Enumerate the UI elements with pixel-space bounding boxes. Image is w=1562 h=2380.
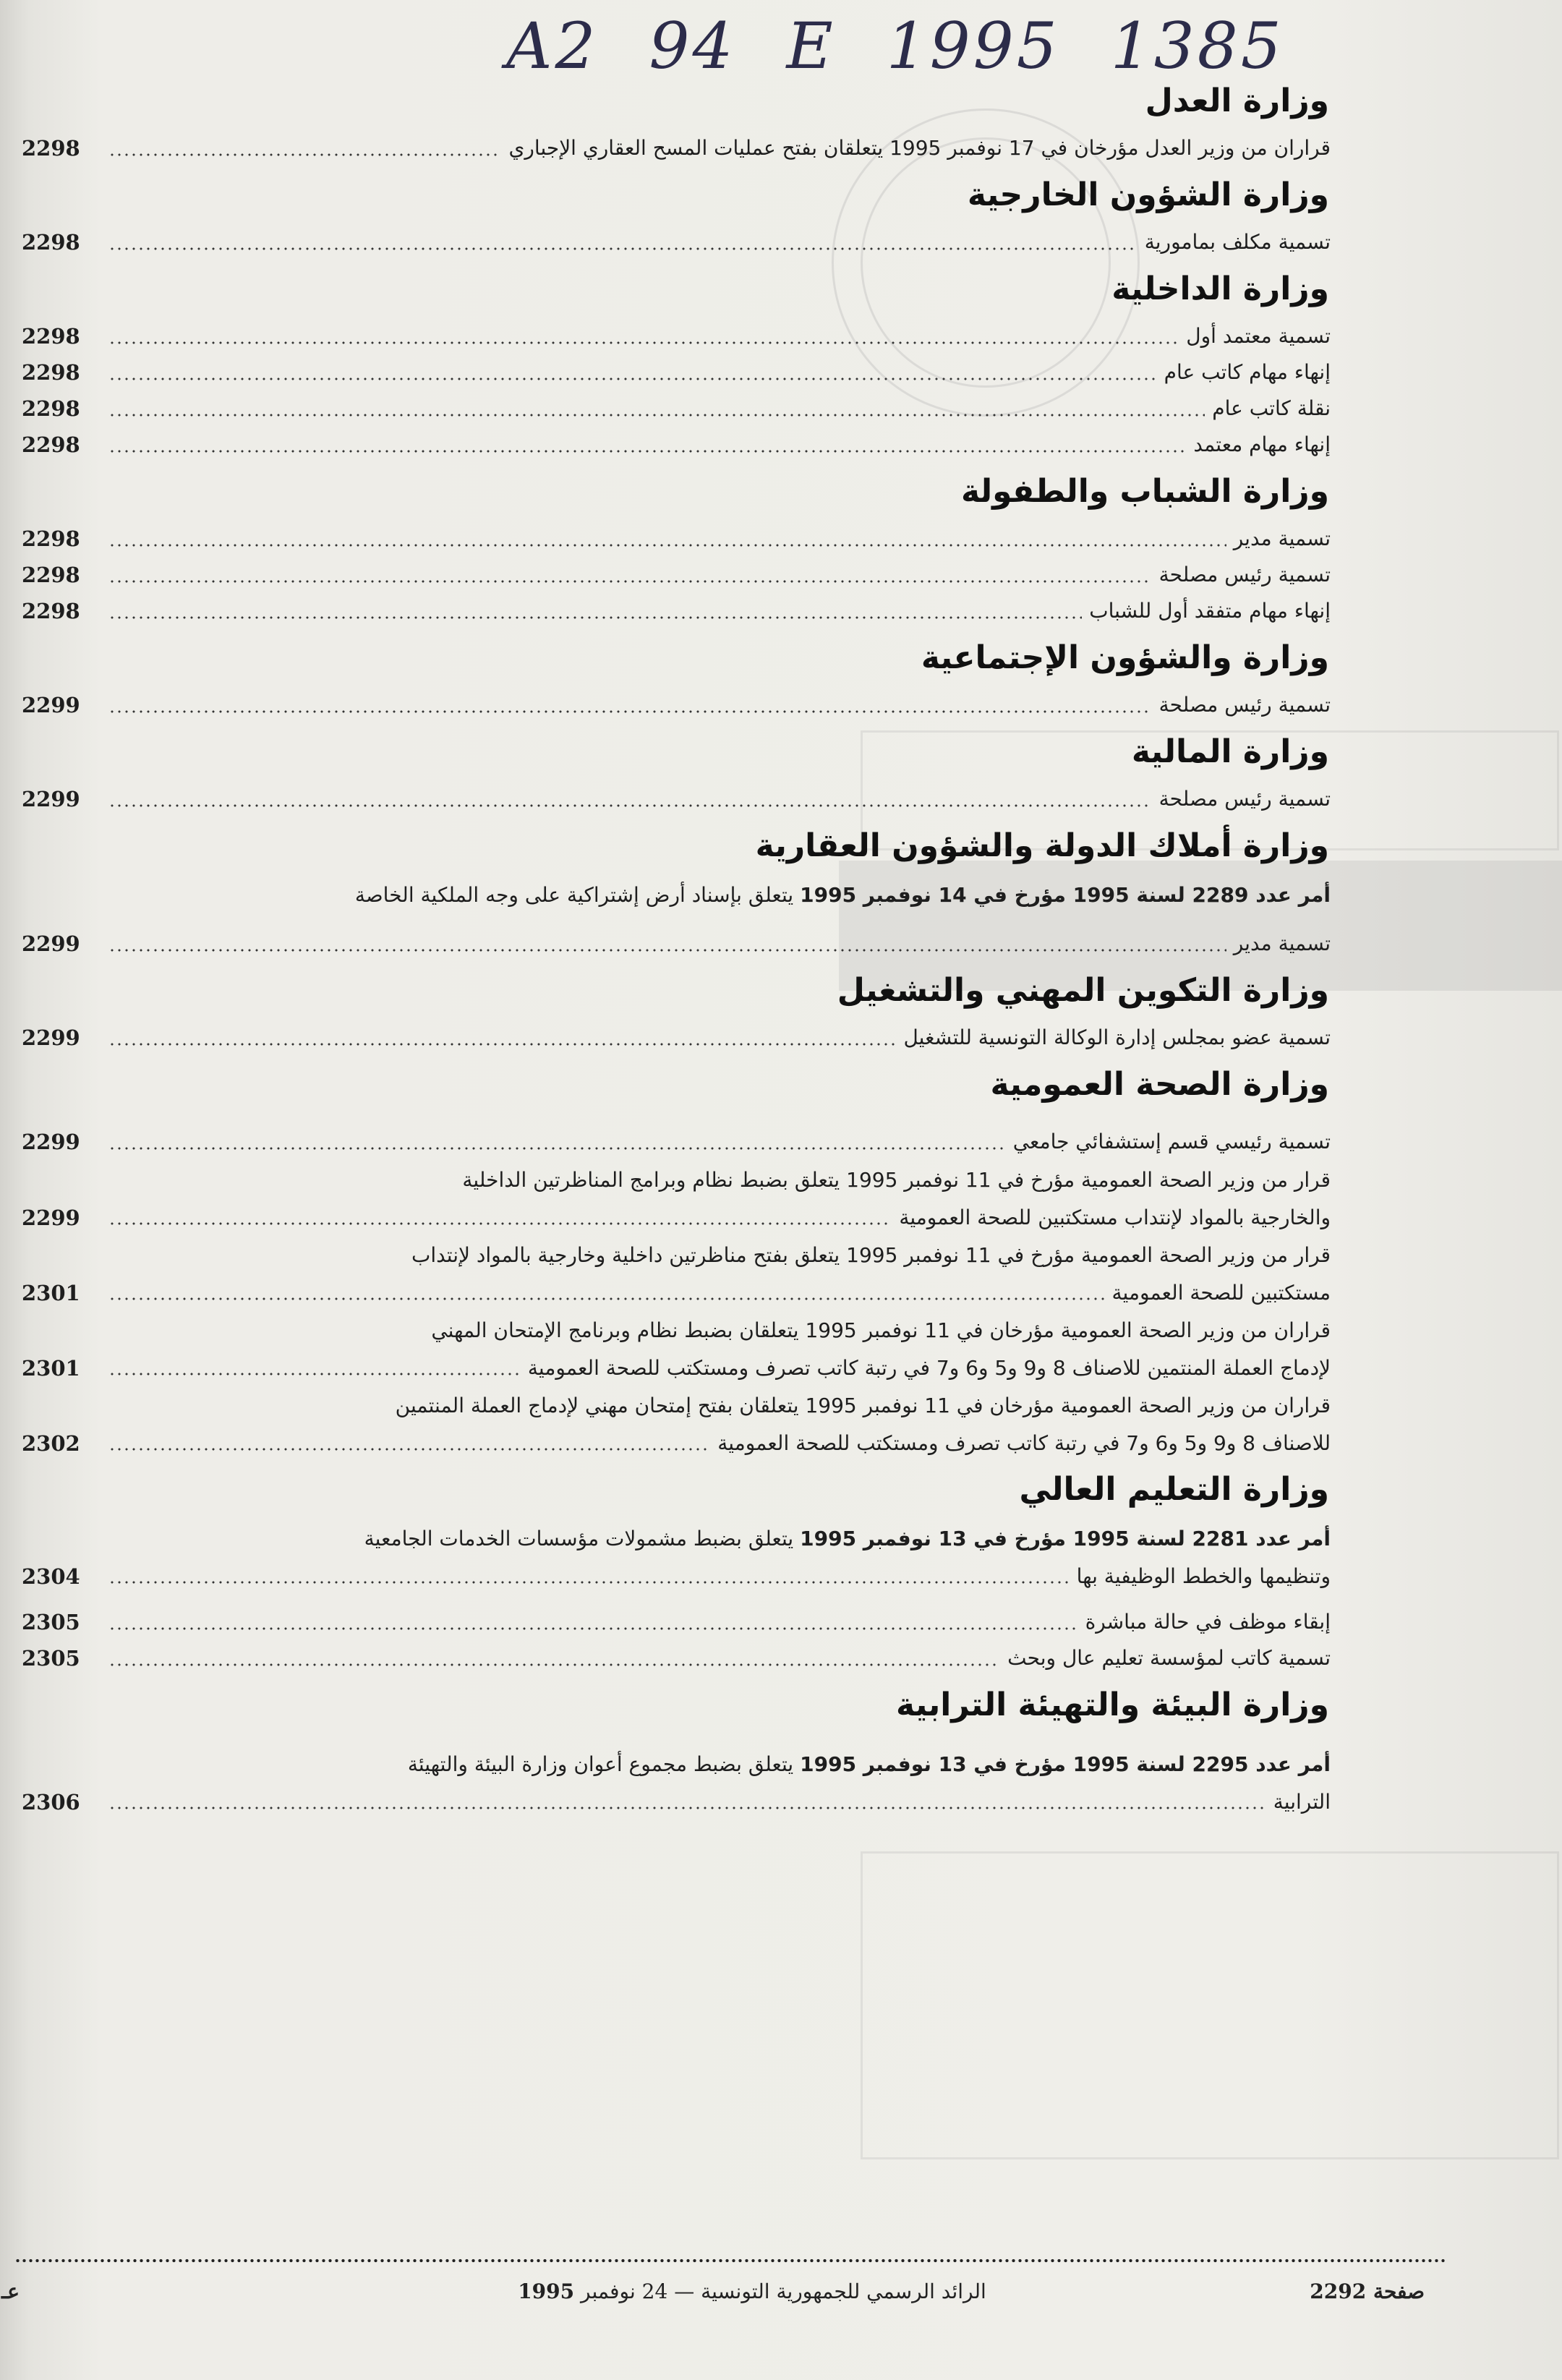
toc-entry[interactable] <box>22 391 1331 427</box>
entry-title: تسمية رئيس مصلحة <box>1158 787 1331 811</box>
toc-entry[interactable] <box>22 354 1331 391</box>
toc-entry[interactable] <box>22 593 1331 629</box>
page-number: 2299 <box>22 693 80 717</box>
page-number: 2301 <box>22 1281 80 1305</box>
section-heading: وزارة والشؤون الإجتماعية <box>921 639 1329 676</box>
entry-title: للاصناف 8 و9 و5 و6 و7 في رتبة كاتب تصرف ومستكتب للصحة العمومية <box>717 1431 1331 1455</box>
toc-entry[interactable] <box>22 427 1331 463</box>
entry-title: إنهاء مهام معتمد <box>1193 432 1331 456</box>
decree-subject: يتعلق بإسناد أرض إشتراكية على وجه الملكية الخاصة <box>354 883 801 907</box>
toc-entry[interactable] <box>22 1020 1331 1056</box>
toc-entry[interactable] <box>22 557 1331 593</box>
dot-leader <box>108 1147 1006 1150</box>
toc-entry[interactable] <box>22 1276 1331 1310</box>
page-number: 2305 <box>22 1646 80 1671</box>
toc-entry[interactable] <box>22 1124 1331 1160</box>
decree-entry[interactable] <box>22 1519 1331 1559</box>
entry-title: تسمية كاتب لمؤسسة تعليم عال وبحث <box>1007 1646 1331 1670</box>
page-number: 2298 <box>22 526 80 551</box>
handwritten-mark: A2 <box>506 9 599 83</box>
page-number: 2298 <box>22 599 80 623</box>
dot-leader <box>108 1627 1078 1630</box>
section-heading: وزارة البيئة والتهيئة الترابية <box>896 1686 1329 1723</box>
page-label: صفحة 2292 <box>1310 2279 1425 2303</box>
entry-title: تسمية مدير <box>1233 526 1331 550</box>
toc-entry[interactable] <box>22 521 1331 557</box>
toc-entry[interactable] <box>22 781 1331 817</box>
decree-entry[interactable] <box>22 1744 1331 1785</box>
toc-entry[interactable] <box>22 1640 1331 1676</box>
page-number: 2298 <box>22 324 80 349</box>
dot-leader <box>108 616 1082 619</box>
dot-leader <box>108 580 1152 583</box>
page-number: 2299 <box>22 1025 80 1050</box>
page-number: 2299 <box>22 931 80 956</box>
page-number: 2298 <box>22 360 80 385</box>
dot-leader <box>108 1373 521 1375</box>
entry-title: تسمية رئيسي قسم إستشفائي جامعي <box>1012 1130 1331 1153</box>
page-number: 2298 <box>22 563 80 587</box>
page-number: 2301 <box>22 1356 80 1381</box>
entry-title: مستكتبين للصحة العمومية <box>1111 1281 1331 1305</box>
section-heading: وزارة التكوين المهني والتشغيل <box>837 972 1329 1009</box>
entry-title: إنهاء مهام متفقد أول للشباب <box>1089 599 1331 623</box>
decree-entry[interactable] <box>22 875 1331 916</box>
toc-entry[interactable] <box>22 1426 1331 1461</box>
decree-ref: أمر عدد 2295 لسنة 1995 مؤرخ في 13 نوفمبر 1995 <box>800 1752 1331 1776</box>
entry-title: والخارجية بالمواد لإنتداب مستكتبين للصحة العمومية <box>899 1206 1331 1229</box>
dot-leader <box>108 378 1157 380</box>
table-of-contents <box>22 72 1331 1820</box>
gazette-year: 1995 <box>518 2279 575 2303</box>
toc-entry[interactable] <box>22 687 1331 723</box>
toc-entry[interactable] <box>22 926 1331 962</box>
section-heading: وزارة المالية <box>1131 733 1329 770</box>
decree-subject: يتعلق بضبط مشمولات مؤسسات الخدمات الجامعية <box>364 1527 801 1551</box>
toc-entry[interactable] <box>22 1200 1331 1235</box>
entry-title: الترابية <box>1273 1790 1331 1814</box>
dot-leader <box>108 544 1226 547</box>
page-number: 2299 <box>22 1206 80 1230</box>
entry-title: تسمية مكلف بمامورية <box>1144 230 1331 254</box>
handwritten-mark: 1995 <box>886 9 1060 83</box>
page-number: 2304 <box>22 1564 80 1589</box>
toc-entry[interactable] <box>22 1604 1331 1640</box>
section-heading: وزارة التعليم العالي <box>1019 1471 1329 1508</box>
section-heading: وزارة الداخلية <box>1111 270 1329 307</box>
entry-title: إنهاء مهام كاتب عام <box>1164 360 1331 384</box>
toc-entry[interactable] <box>22 1351 1331 1386</box>
toc-entry[interactable] <box>22 224 1331 260</box>
handwritten-mark: E <box>786 9 836 83</box>
section-heading: وزارة أملاك الدولة والشؤون العقارية <box>755 827 1329 864</box>
entry-line[interactable]: قرار من وزير الصحة العمومية مؤرخ في 11 نوفمبر 1995 يتعلق بفتح مناظرتين داخلية وخارجية بالمواد لإنتداب <box>411 1243 1331 1267</box>
dot-leader <box>108 247 1138 250</box>
edge-mark: عـ <box>1 2279 20 2303</box>
dot-leader <box>108 153 501 156</box>
page-number: 2298 <box>22 230 80 255</box>
dot-leader <box>108 1448 710 1451</box>
dot-leader <box>108 710 1152 713</box>
dot-leader <box>108 450 1186 453</box>
dot-leader <box>108 949 1226 952</box>
entry-line[interactable]: قراران من وزير الصحة العمومية مؤرخان في 11 نوفمبر 1995 يتعلقان بفتح إمتحان مهني لإدماج العملة المنتمين <box>395 1394 1331 1417</box>
section-heading: وزارة العدل <box>1145 82 1329 119</box>
section-heading: وزارة الصحة العمومية <box>990 1066 1329 1103</box>
dot-leader <box>108 1043 896 1046</box>
entry-title: إبقاء موظف في حالة مباشرة <box>1085 1610 1331 1634</box>
dot-leader <box>108 341 1179 344</box>
entry-title: قراران من وزير العدل مؤرخان في 17 نوفمبر 1995 يتعلقان بفتح عمليات المسح العقاري الإجباري <box>508 136 1331 160</box>
entry-title: تسمية عضو بمجلس إدارة الوكالة التونسية للتشغيل <box>903 1025 1331 1049</box>
footer-divider <box>14 2259 1446 2263</box>
entry-title: تسمية رئيس مصلحة <box>1158 693 1331 717</box>
page-footer <box>0 2271 1562 2314</box>
gazette-title-text: الرائد الرسمي للجمهورية التونسية — 24 نوفمبر <box>581 2279 986 2303</box>
decree-subject: يتعلق بضبط مجموع أعوان وزارة البيئة والتهيئة <box>407 1752 801 1776</box>
dot-leader <box>108 414 1205 417</box>
dot-leader <box>108 1807 1266 1809</box>
page-number: 2302 <box>22 1431 80 1456</box>
decree-ref: أمر عدد 2281 لسنة 1995 مؤرخ في 13 نوفمبر 1995 <box>800 1527 1331 1551</box>
entry-title: وتنظيمها والخطط الوظيفية بها <box>1076 1564 1331 1588</box>
entry-title: نقلة كاتب عام <box>1212 396 1331 420</box>
page-number: 2299 <box>22 787 80 811</box>
page-number: 2298 <box>22 396 80 421</box>
dot-leader <box>108 1581 1070 1584</box>
page-number: 2298 <box>22 136 80 161</box>
entry-title: تسمية معتمد أول <box>1186 324 1331 348</box>
bleed-through-box <box>861 1851 1559 2159</box>
page-number: 2299 <box>22 1130 80 1154</box>
gazette-title <box>427 2279 1077 2303</box>
handwritten-mark: 1385 <box>1110 9 1284 83</box>
section-heading: وزارة الشؤون الخارجية <box>967 176 1329 213</box>
entry-title: تسمية رئيس مصلحة <box>1158 563 1331 587</box>
dot-leader <box>108 804 1152 807</box>
dot-leader <box>108 1663 1000 1666</box>
toc-entry[interactable] <box>22 318 1331 354</box>
toc-entry[interactable] <box>22 1785 1331 1820</box>
page-number: 2305 <box>22 1610 80 1634</box>
page-number: 2306 <box>22 1790 80 1814</box>
entry-title: تسمية مدير <box>1233 931 1331 955</box>
toc-entry[interactable] <box>22 130 1331 166</box>
toc-entry[interactable] <box>22 1559 1331 1594</box>
handwritten-mark: 94 <box>649 9 736 83</box>
entry-line[interactable]: قرار من وزير الصحة العمومية مؤرخ في 11 نوفمبر 1995 يتعلق بضبط نظام وبرامج المناظرتين الداخلية <box>462 1168 1331 1192</box>
entry-title: لإدماج العملة المنتمين للاصناف 8 و9 و5 و6 و7 في رتبة كاتب تصرف ومستكتب للصحة العمومية <box>527 1356 1331 1380</box>
section-heading: وزارة الشباب والطفولة <box>960 473 1329 510</box>
dot-leader <box>108 1222 892 1225</box>
page-number: 2298 <box>22 432 80 457</box>
dot-leader <box>108 1297 1105 1300</box>
entry-line[interactable]: قراران من وزير الصحة العمومية مؤرخان في 11 نوفمبر 1995 يتعلقان بضبط نظام وبرنامج الإمتحان المهني <box>431 1318 1331 1342</box>
decree-ref: أمر عدد 2289 لسنة 1995 مؤرخ في 14 نوفمبر 1995 <box>800 883 1331 907</box>
